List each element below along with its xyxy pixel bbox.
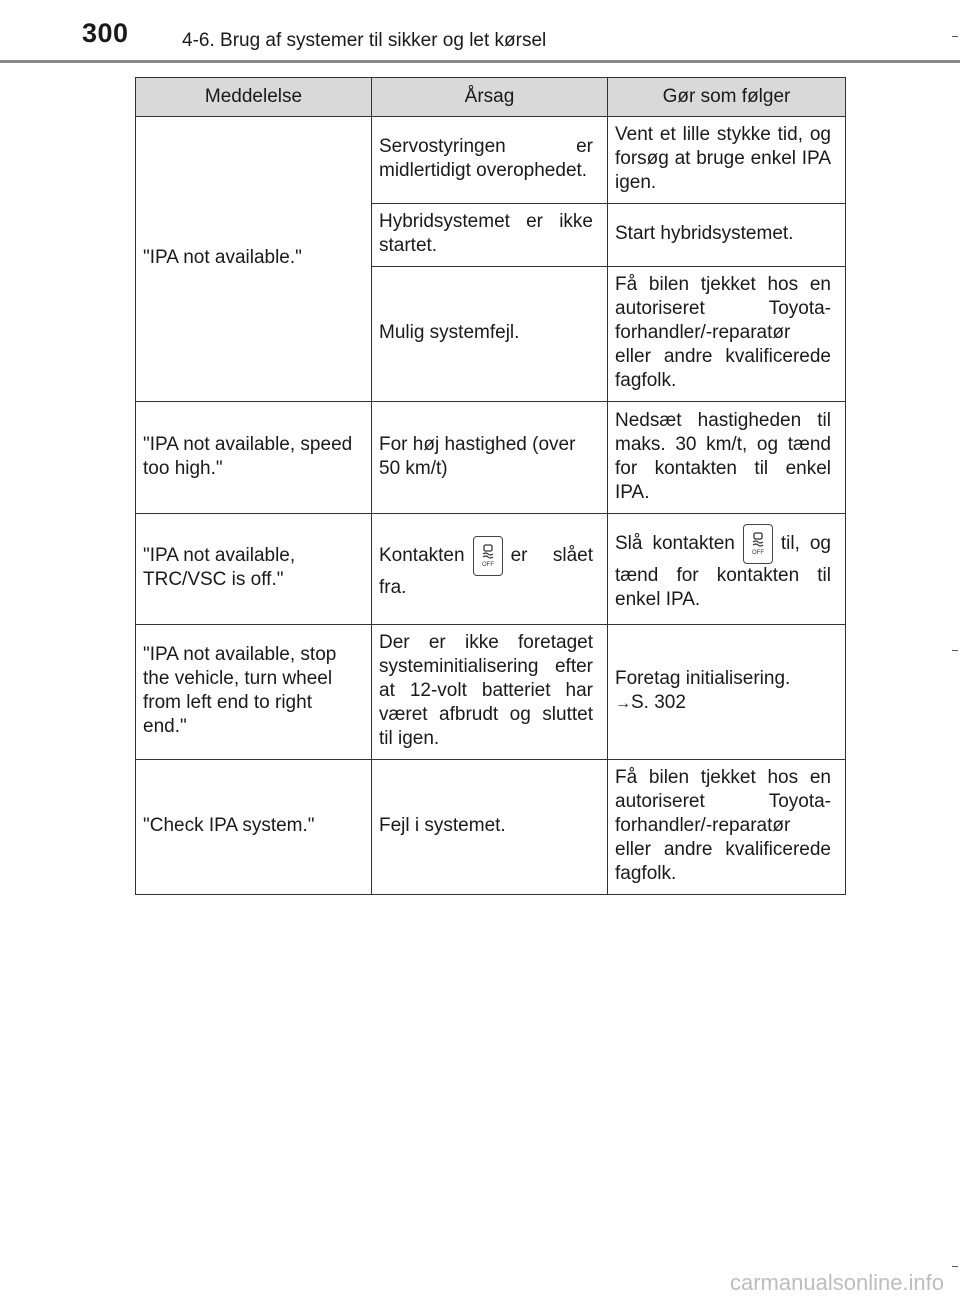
table-row xyxy=(136,514,846,625)
table-row xyxy=(136,117,846,204)
header-message: Meddelelse xyxy=(136,78,372,117)
action-text-after-icon: til, og tænd for kontakten til enkel IPA. xyxy=(615,533,831,610)
table-row xyxy=(136,760,846,895)
crop-mark xyxy=(952,1266,958,1267)
page-reference: S. 302 xyxy=(631,691,686,713)
action-cell: Få bilen tjekket hos en autoriseret Toyota-forhandler/-reparatør eller andre kvalificerede fagfolk. xyxy=(608,760,846,895)
table-row xyxy=(136,625,846,760)
cause-cell: Fejl i systemet. xyxy=(372,760,608,895)
action-text-before-icon: Slå kontakten xyxy=(615,533,735,555)
message-cell: "Check IPA system." xyxy=(136,760,372,895)
crop-mark xyxy=(952,650,958,651)
section-title: 4-6. Brug af systemer til sikker og let kørsel xyxy=(182,30,547,51)
page-header xyxy=(0,0,960,70)
svg-text:OFF: OFF xyxy=(481,562,494,568)
cause-cell: For høj hastighed (over 50 km/t) xyxy=(372,402,608,514)
crop-mark xyxy=(952,36,958,37)
action-cell: Få bilen tjekket hos en autoriseret Toyota-forhandler/-reparatør eller andre kvalificerede fagfolk. xyxy=(608,267,846,402)
header-action: Gør som følger xyxy=(608,78,846,117)
table-row xyxy=(136,402,846,514)
header-cause: Årsag xyxy=(372,78,608,117)
cause-cell xyxy=(372,514,608,625)
action-cell xyxy=(608,625,846,760)
message-cell: "IPA not available, speed too high." xyxy=(136,402,372,514)
arrow-right-icon: → xyxy=(615,694,631,712)
cause-cell: Mulig systemfejl. xyxy=(372,267,608,402)
message-cell: "IPA not available, stop the vehicle, turn wheel from left end to right end." xyxy=(136,625,372,760)
cause-cell: Hybridsystemet er ikke startet. xyxy=(372,204,608,267)
action-cell: Start hybridsystemet. xyxy=(608,204,846,267)
cause-cell: Der er ikke foretaget systeminitialisering efter at 12-volt batteriet har været afbrudt og sluttet til igen. xyxy=(372,625,608,760)
watermark: carmanualsonline.info xyxy=(730,1270,945,1295)
cause-text-after-icon: er slået fra. xyxy=(379,545,593,598)
header-divider xyxy=(0,60,960,63)
cause-cell: Servostyringen er midlertidigt overophedet. xyxy=(372,117,608,204)
action-cell: Vent et lille stykke tid, og forsøg at bruge enkel IPA igen. xyxy=(608,117,846,204)
message-cell: "IPA not available, TRC/VSC is off." xyxy=(136,514,372,625)
action-cell: Nedsæt hastigheden til maks. 30 km/t, og tænd for kontakten til enkel IPA. xyxy=(608,402,846,514)
action-text: Foretag initialisering. xyxy=(615,667,791,689)
action-cell xyxy=(608,514,846,625)
page-number: 300 xyxy=(82,18,129,48)
message-cell: "IPA not available." xyxy=(136,117,372,402)
message-table xyxy=(135,77,846,895)
svg-text:OFF: OFF xyxy=(751,550,764,556)
vsc-off-icon xyxy=(743,524,773,564)
cause-text-before-icon: Kontakten xyxy=(379,545,465,567)
table-header-row xyxy=(136,78,846,117)
vsc-off-icon xyxy=(473,536,503,576)
